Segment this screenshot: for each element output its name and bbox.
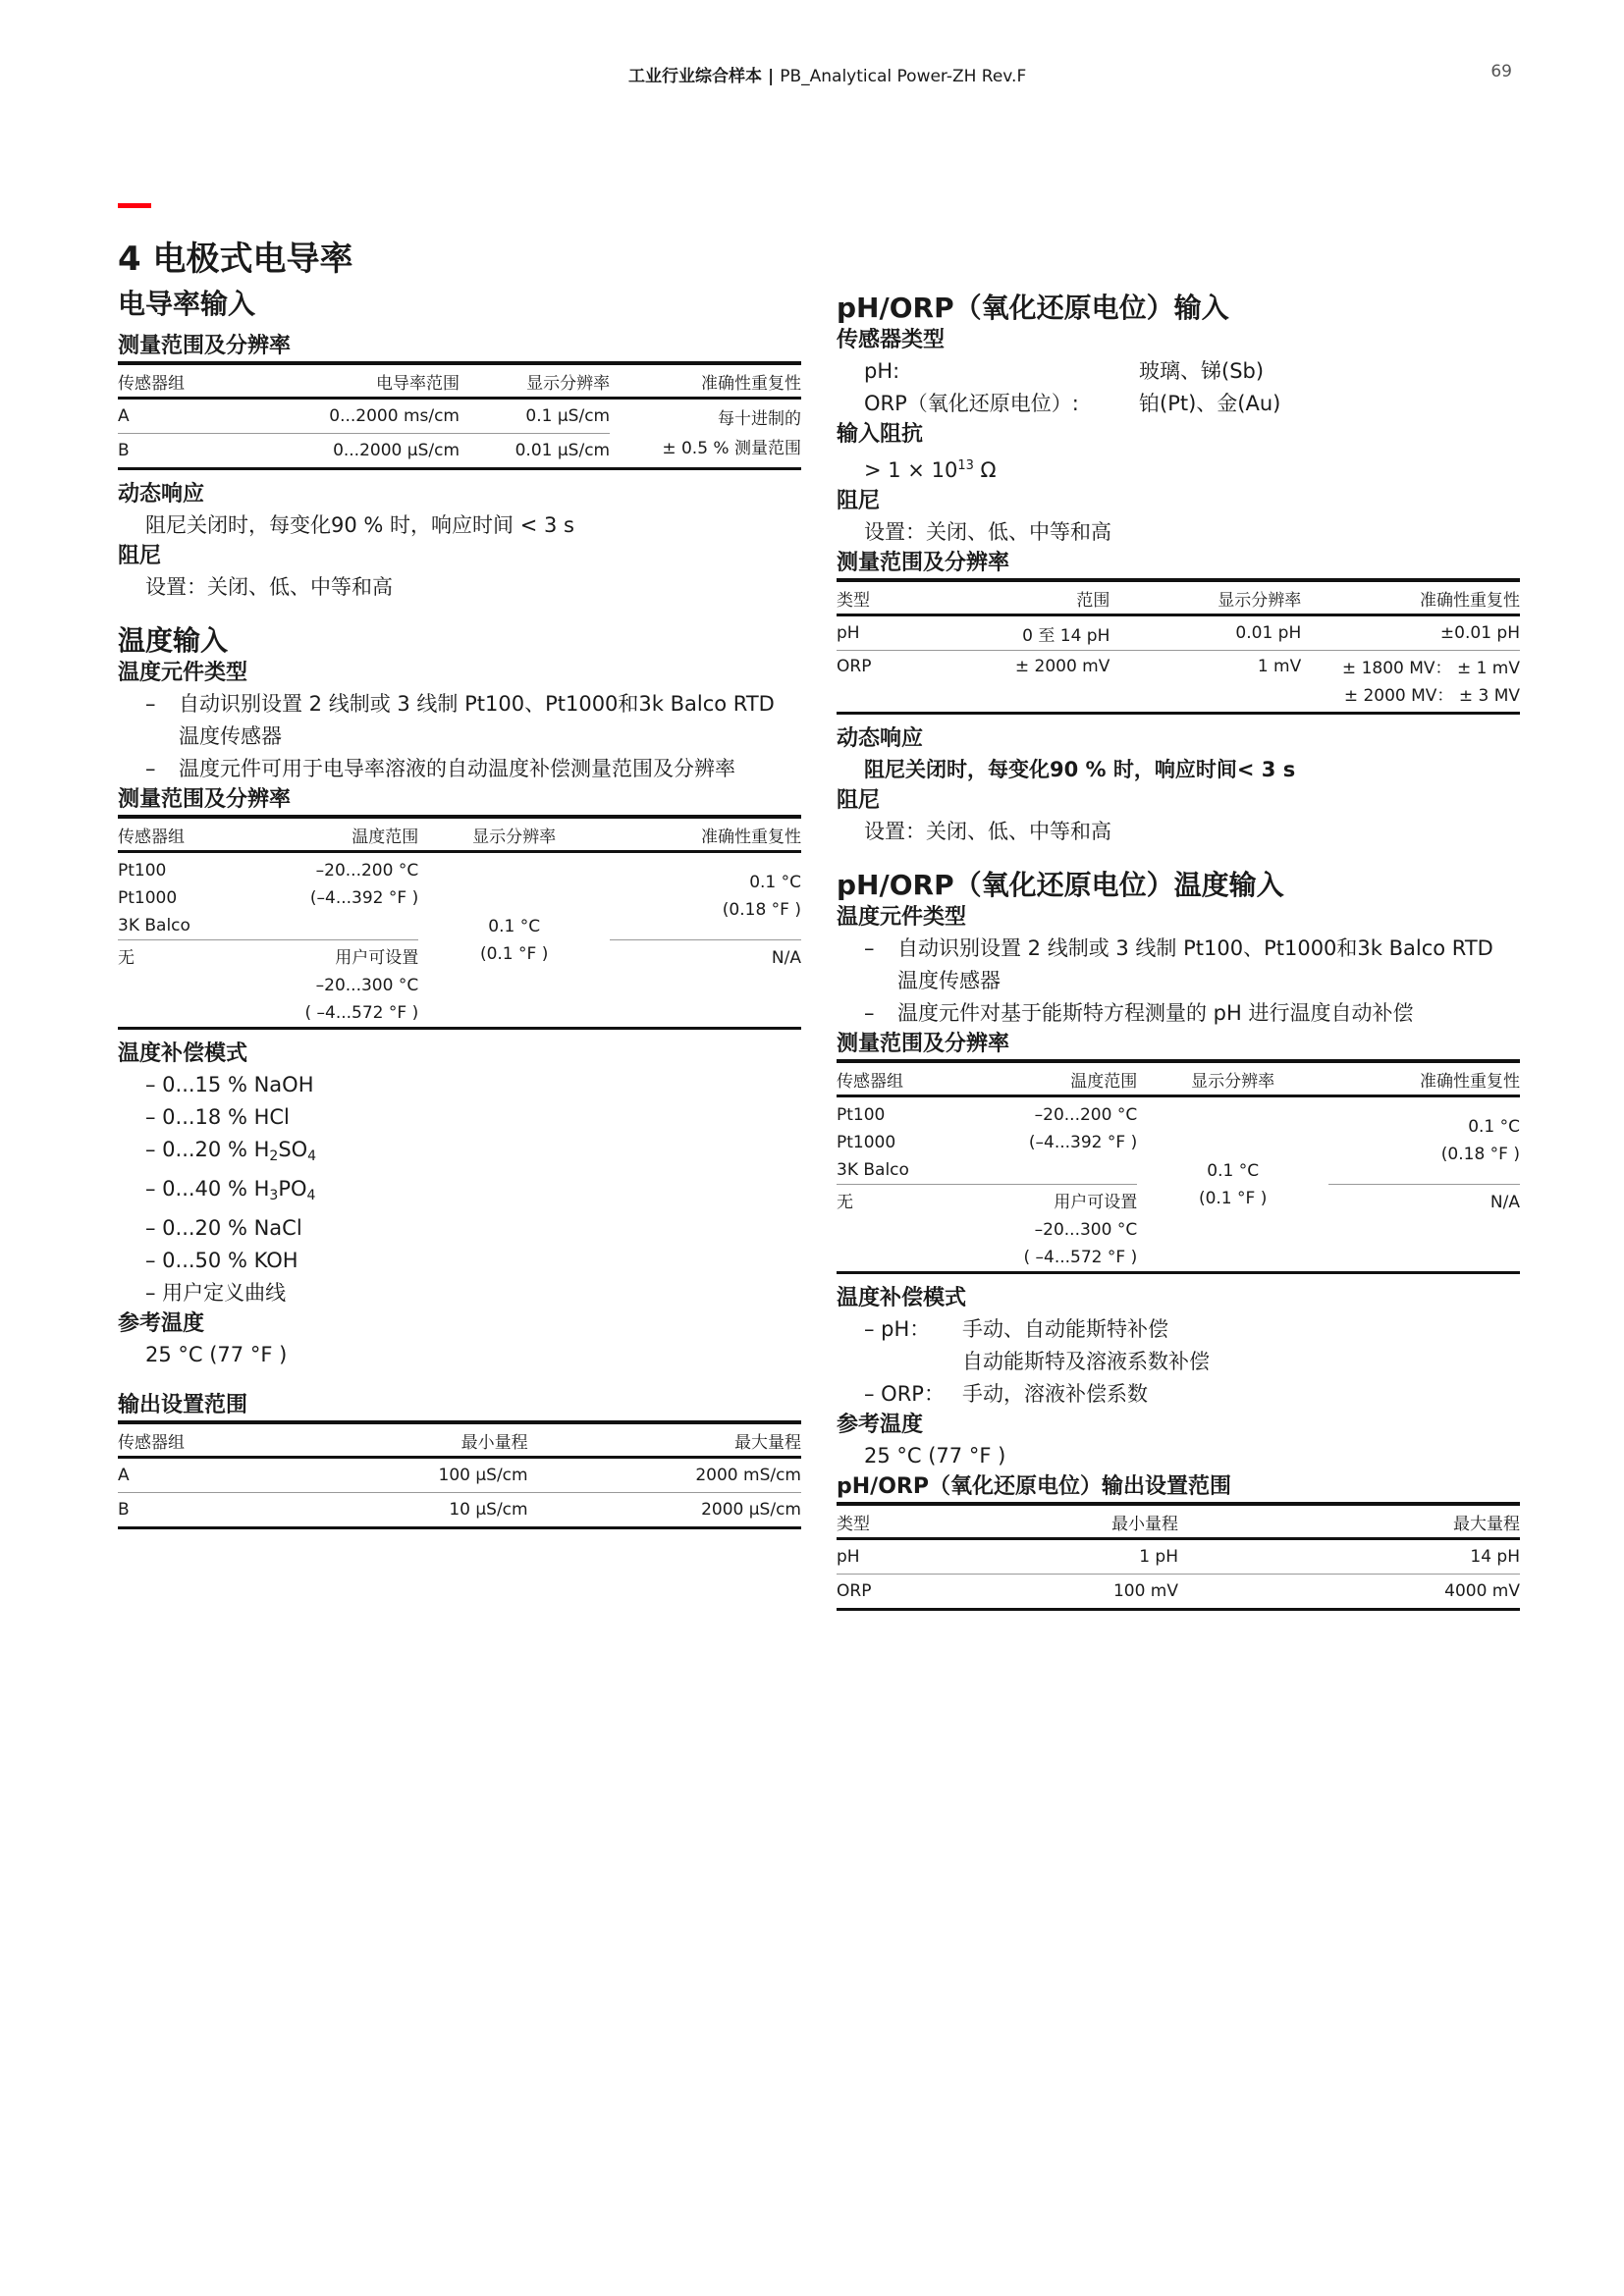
range-value: 用户可设置 (1054, 1193, 1138, 1212)
acc-value: (0.18 °F ) (1440, 1145, 1520, 1164)
table-cell: pH (837, 1547, 860, 1567)
table-cell (837, 1096, 973, 1185)
acc-value: 0.1 °C (1468, 1117, 1520, 1137)
damping-heading: 阻尼 (118, 544, 162, 568)
table-header: 最小量程 (460, 1432, 528, 1453)
table-cell (254, 852, 418, 940)
table-header: 准确性重复性 (1420, 1071, 1520, 1092)
table-cell: 100 mV (1112, 1581, 1178, 1601)
table-header: 类型 (837, 590, 870, 611)
temp-range-heading: 测量范围及分辨率 (118, 787, 292, 812)
table-row (837, 1575, 1520, 1610)
subscript: 4 (306, 1188, 316, 1203)
table-cell: 0...2000 ms/cm (329, 406, 460, 426)
header-doc-ref: PB_Analytical Power-ZH Rev.F (780, 67, 1027, 86)
sensor-label: Pt100 (837, 1105, 886, 1125)
comp-item: – 用户定义曲线 (145, 1281, 287, 1305)
acc-value: ± 1800 MV： ± 1 mV (1341, 659, 1520, 678)
range-value: (–4...392 °F ) (309, 888, 419, 908)
table-header: 最小量程 (1110, 1514, 1178, 1534)
ref-temp-text: 25 °C (77 °F ) (864, 1444, 1006, 1468)
table-cell: ±0.01 pH (1439, 623, 1520, 643)
page-header (628, 62, 1512, 87)
sensor-label: Pt100 (118, 861, 167, 881)
comp-value: 手动，溶液补偿系数 (962, 1382, 1148, 1406)
sensor-key: ORP（氧化还原电位）: (864, 392, 1079, 415)
table-cell: 0 至 14 pH (1022, 625, 1110, 646)
table-row (837, 615, 1520, 651)
table-header: 类型 (837, 1514, 870, 1534)
comp-key: – pH： (864, 1317, 931, 1341)
sensor-row (837, 355, 1520, 388)
list-item-text: 自动识别设置 2 线制或 3 线制 Pt100、Pt1000和3k Balco RTD 温度传感器 (897, 936, 1493, 992)
damping-text: 设置：关闭、低、中等和高 (864, 520, 1111, 544)
list-dash: – (145, 692, 156, 716)
table-cell (1301, 651, 1520, 714)
range-value: ( –4...572 °F ) (1023, 1248, 1138, 1267)
table-cell: ± 2000 mV (1014, 657, 1110, 676)
table-header: 准确性重复性 (701, 827, 801, 847)
comp-item (118, 1134, 801, 1173)
table-cell: A (118, 406, 130, 426)
ref-temp-heading: 参考温度 (118, 1311, 205, 1336)
table-cell: 14 pH (1470, 1547, 1520, 1567)
table-cell: N/A (771, 948, 801, 968)
list-dash: – (864, 936, 875, 960)
ph-input-title: pH/ORP（氧化还原电位）输入 (837, 292, 1229, 324)
range-value: –20...300 °C (1034, 1220, 1138, 1240)
table-cell (1328, 1096, 1520, 1185)
output-heading: 输出设置范围 (118, 1393, 248, 1417)
subscript: 2 (269, 1148, 279, 1164)
sensor-label: Pt1000 (118, 888, 178, 908)
comp-item-text: – 0...40 % H (145, 1177, 270, 1201)
cond-input-title: 电导率输入 (118, 288, 256, 320)
ph-temp-title: pH/ORP（氧化还原电位）温度输入 (837, 869, 1284, 901)
table-cell: 4000 mV (1444, 1581, 1520, 1601)
right-column (837, 291, 1520, 1611)
comp-item: – 0...15 % NaOH (145, 1073, 314, 1096)
temp-range-heading: 测量范围及分辨率 (837, 1032, 1010, 1056)
table-cell: 0.01 µS/cm (514, 441, 611, 460)
res-value: 0.1 °C (1207, 1160, 1260, 1181)
ref-temp-text: 25 °C (77 °F ) (145, 1343, 288, 1366)
table-header: 传感器组 (118, 827, 185, 847)
sensor-row (837, 388, 1520, 420)
impedance-unit: Ω (973, 458, 997, 482)
comp-item-text: – 0...20 % H (145, 1138, 270, 1161)
temp-input-title: 温度输入 (118, 624, 229, 657)
table-header: 准确性重复性 (1420, 590, 1520, 611)
table-row (837, 1539, 1520, 1575)
sensor-label: 3K Balco (837, 1160, 909, 1180)
table-cell: B (118, 441, 130, 460)
damping-heading: 阻尼 (837, 489, 881, 513)
comp-item-text: SO (278, 1138, 308, 1161)
table-header: 电导率范围 (376, 373, 460, 394)
table-header: 显示分辨率 (1191, 1071, 1275, 1092)
ref-temp-heading: 参考温度 (837, 1413, 924, 1437)
table-header: 显示分辨率 (526, 373, 611, 394)
temp-comp-heading: 温度补偿模式 (118, 1041, 248, 1066)
table-header: 传感器组 (118, 1432, 185, 1453)
ph-temp-range-table (837, 1059, 1520, 1274)
chapter-title: 4 电极式电导率 (118, 240, 353, 279)
sensor-value: 铂(Pt)、金(Au) (1139, 392, 1281, 415)
table-cell: ORP (837, 657, 872, 676)
cond-range-heading: 测量范围及分辨率 (118, 334, 292, 358)
ph-range-table (837, 578, 1520, 715)
acc-value: ± 2000 MV： ± 3 MV (1343, 686, 1520, 706)
range-value: (–4...392 °F ) (1028, 1133, 1138, 1152)
header-title: 工业行业综合样本 (628, 67, 762, 86)
list-item-text: 自动识别设置 2 线制或 3 线制 Pt100、Pt1000和3k Balco RTD 温度传感器 (179, 692, 775, 748)
res-value: 0.1 °C (488, 916, 541, 936)
damping-heading: 阻尼 (837, 788, 881, 813)
table-cell: 0.1 µS/cm (525, 406, 611, 426)
dynamic-response-heading: 动态响应 (837, 726, 924, 751)
table-cell: 0.01 pH (1235, 623, 1302, 643)
list-item-text: 温度元件可用于电导率溶液的自动温度补偿测量范围及分辨率 (179, 757, 735, 780)
table-cell (254, 940, 418, 1029)
table-row (118, 852, 801, 940)
table-row (118, 1458, 801, 1493)
left-column (118, 287, 801, 1529)
table-cell (610, 399, 801, 469)
cond-range-table (118, 361, 801, 470)
comp-row (837, 1378, 1520, 1411)
comp-value: 自动能斯特及溶液系数补偿 (962, 1350, 1210, 1373)
accuracy-line: ± 0.5 % 测量范围 (662, 438, 801, 458)
dynamic-response-text: 阻尼关闭时，每变化90 % 时，响应时间 < 3 s (145, 513, 574, 537)
page-number: 69 (1490, 62, 1512, 81)
range-value: 用户可设置 (335, 948, 419, 968)
impedance-base: > 1 × 10 (864, 458, 958, 482)
comp-item-text: PO (278, 1177, 307, 1201)
comp-item: – 0...18 % HCl (145, 1105, 290, 1129)
table-cell: A (118, 1466, 130, 1485)
table-cell (973, 1185, 1137, 1273)
list-item (837, 933, 1520, 997)
impedance-exponent: 13 (957, 458, 974, 473)
table-cell (118, 852, 254, 940)
subscript: 4 (307, 1148, 317, 1164)
range-value: ( –4...572 °F ) (304, 1003, 419, 1023)
table-cell: B (118, 1500, 130, 1520)
list-item-text: 温度元件对基于能斯特方程测量的 pH 进行温度自动补偿 (897, 1001, 1414, 1025)
table-header: 温度范围 (352, 827, 419, 847)
table-header: 最大量程 (1453, 1514, 1520, 1534)
table-cell: 无 (118, 940, 254, 1029)
output-table (118, 1420, 801, 1529)
sensor-label: 3K Balco (118, 916, 190, 935)
res-value: (0.1 °F ) (479, 943, 549, 964)
comp-key (864, 1346, 962, 1378)
comp-item (118, 1173, 801, 1212)
table-header: 显示分辨率 (1218, 590, 1302, 611)
comp-row (837, 1346, 1520, 1378)
table-header: 范围 (1076, 590, 1110, 611)
acc-value: 0.1 °C (749, 873, 801, 892)
table-cell (610, 852, 801, 940)
res-value: (0.1 °F ) (1198, 1188, 1268, 1208)
table-cell: 100 µS/cm (438, 1466, 528, 1485)
range-value: –20...200 °C (315, 861, 419, 881)
ph-range-heading: 测量范围及分辨率 (837, 551, 1010, 575)
accuracy-line: 每十进制的 (718, 408, 801, 429)
comp-key: – ORP： (864, 1382, 945, 1406)
list-item (118, 753, 801, 785)
comp-row (837, 1313, 1520, 1346)
comp-item: – 0...50 % KOH (145, 1249, 298, 1272)
table-cell: 2000 mS/cm (695, 1466, 801, 1485)
table-header: 最大量程 (734, 1432, 801, 1453)
comp-value: 手动、自动能斯特补偿 (962, 1317, 1168, 1341)
dynamic-response-heading: 动态响应 (118, 482, 205, 507)
table-row (118, 399, 801, 434)
table-header: 传感器组 (837, 1071, 903, 1092)
table-cell: 无 (837, 1185, 973, 1273)
impedance-text (837, 450, 1520, 487)
table-cell: 1 mV (1257, 657, 1302, 676)
dynamic-response-text: 阻尼关闭时，每变化90 % 时，响应时间< 3 s (864, 758, 1296, 781)
impedance-heading: 输入阻抗 (837, 422, 924, 447)
temp-comp-heading: 温度补偿模式 (837, 1286, 967, 1310)
table-header: 温度范围 (1070, 1071, 1138, 1092)
table-header: 传感器组 (118, 373, 185, 394)
table-cell: 1 pH (1139, 1547, 1178, 1567)
table-header: 准确性重复性 (701, 373, 801, 394)
table-row (837, 651, 1520, 714)
table-cell (418, 852, 610, 1029)
table-cell: 0...2000 µS/cm (333, 441, 460, 460)
sensor-value: 玻璃、锑(Sb) (1139, 359, 1265, 383)
range-value: –20...300 °C (315, 976, 419, 995)
table-cell: 10 µS/cm (449, 1500, 528, 1520)
ph-output-table (837, 1502, 1520, 1611)
table-cell (973, 1096, 1137, 1185)
temp-range-table (118, 815, 801, 1030)
ph-output-heading: pH/ORP（氧化还原电位）输出设置范围 (837, 1474, 1231, 1499)
list-item (837, 997, 1520, 1030)
damping-text: 设置：关闭、低、中等和高 (145, 575, 393, 599)
acc-value: (0.18 °F ) (722, 900, 801, 920)
damping-text: 设置：关闭、低、中等和高 (864, 820, 1111, 843)
temp-element-heading: 温度元件类型 (118, 661, 248, 685)
range-value: –20...200 °C (1034, 1105, 1138, 1125)
table-cell: N/A (1489, 1193, 1520, 1212)
table-cell: ORP (837, 1581, 872, 1601)
list-dash: – (145, 757, 156, 780)
chapter-accent-bar (118, 203, 151, 208)
comp-item: – 0...20 % NaCl (145, 1216, 302, 1240)
table-cell: pH (837, 623, 860, 643)
sensor-type-heading: 传感器类型 (837, 328, 946, 352)
subscript: 3 (269, 1188, 279, 1203)
header-separator: | (768, 67, 775, 86)
temp-element-heading: 温度元件类型 (837, 905, 967, 930)
table-cell (1137, 1096, 1328, 1273)
table-row (837, 1096, 1520, 1185)
table-row (118, 1493, 801, 1528)
list-dash: – (864, 1001, 875, 1025)
table-header: 显示分辨率 (472, 827, 557, 847)
sensor-label: Pt1000 (837, 1133, 896, 1152)
sensor-key: pH: (864, 359, 900, 383)
table-cell: 2000 µS/cm (701, 1500, 801, 1520)
list-item (118, 688, 801, 753)
